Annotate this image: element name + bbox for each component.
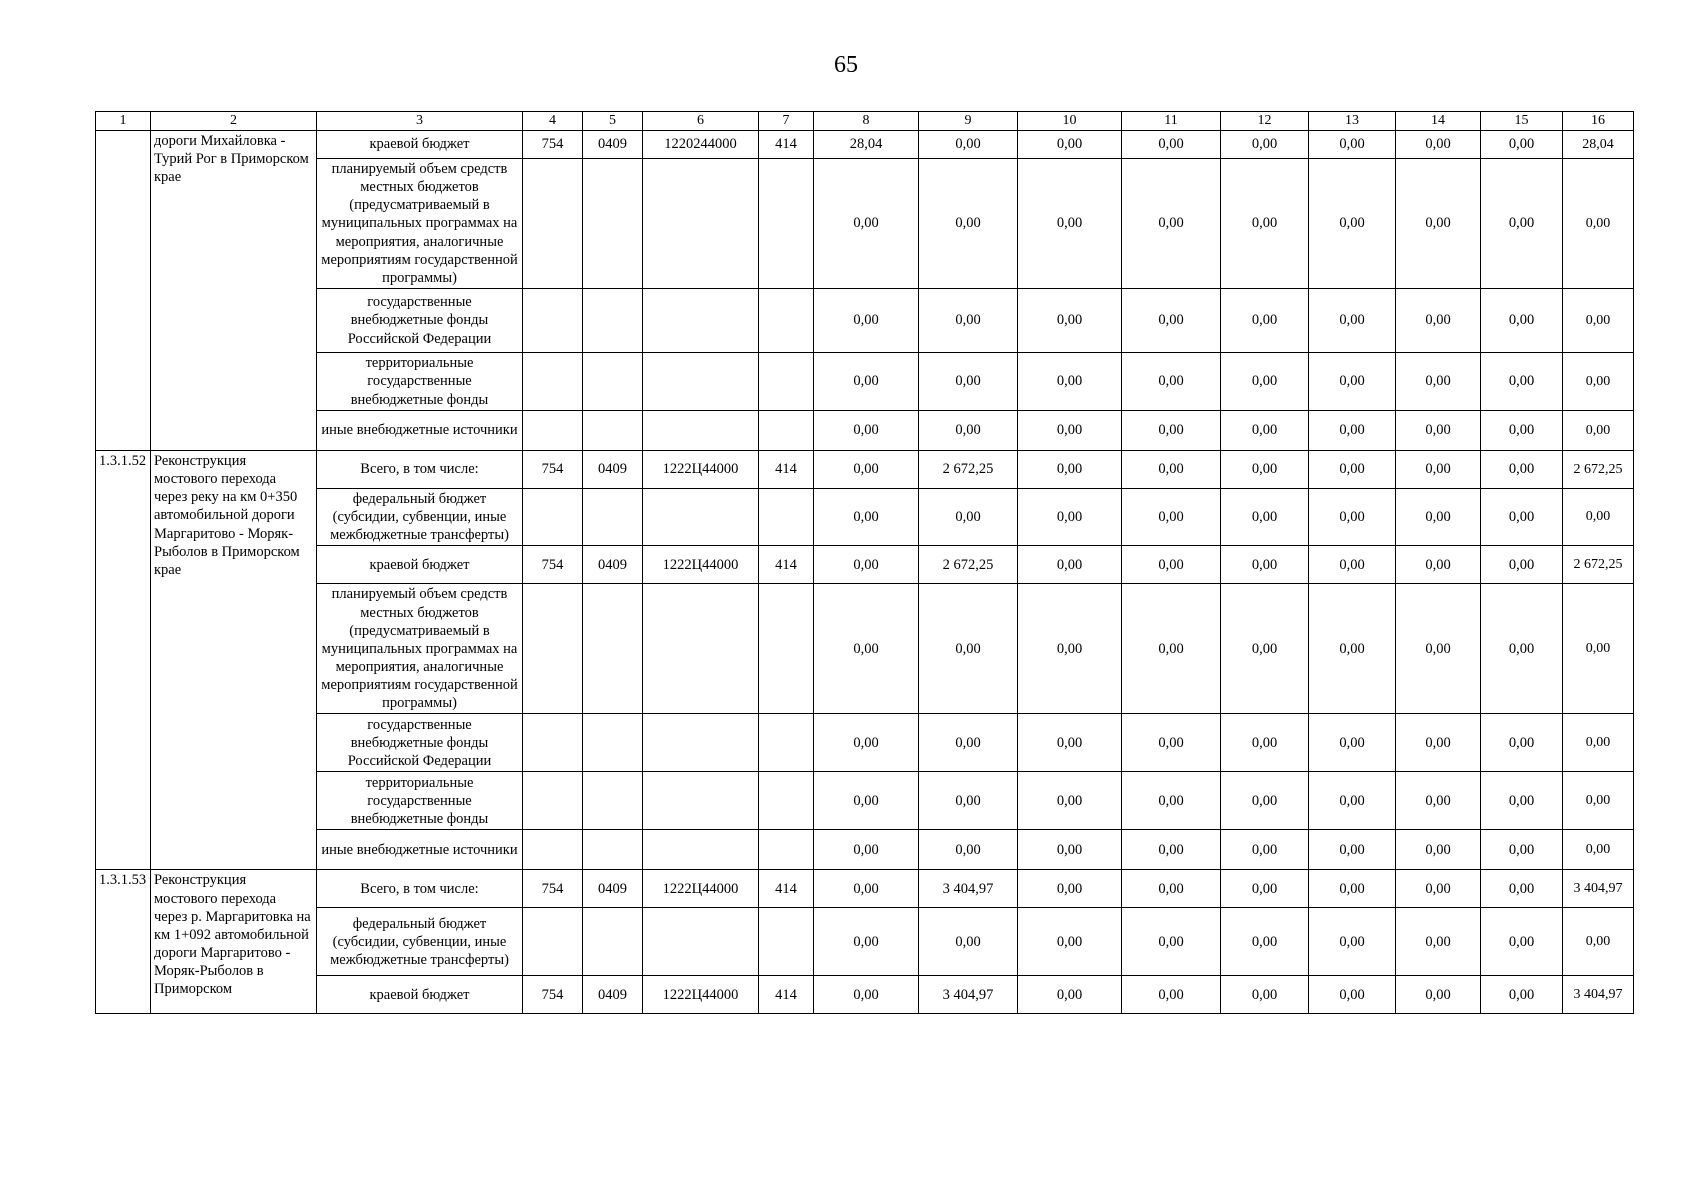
funding-source: краевой бюджет — [317, 131, 523, 159]
cell-value: 0,00 — [1122, 772, 1221, 830]
cell-value: 3 404,97 — [919, 870, 1018, 908]
cell-value: 0,00 — [1481, 159, 1563, 289]
cell-value: 0,00 — [814, 159, 919, 289]
cell-value: 0,00 — [1309, 908, 1396, 976]
item-code: 1.3.1.52 — [96, 451, 151, 870]
cell-col4 — [523, 772, 583, 830]
column-header: 3 — [317, 112, 523, 131]
cell-value: 0,00 — [1018, 584, 1122, 714]
cell-col5 — [583, 411, 643, 451]
table-body — [96, 112, 1634, 1014]
column-header: 6 — [643, 112, 759, 131]
cell-value: 0,00 — [1018, 870, 1122, 908]
cell-value: 0,00 — [1481, 584, 1563, 714]
cell-value: 2 672,25 — [919, 451, 1018, 489]
table-row — [96, 584, 1634, 714]
cell-value: 0,00 — [1309, 489, 1396, 546]
cell-col7 — [759, 830, 814, 870]
column-header: 1 — [96, 112, 151, 131]
cell-col4: 754 — [523, 976, 583, 1014]
cell-col6 — [643, 289, 759, 353]
cell-col4 — [523, 908, 583, 976]
cell-value: 0,00 — [1396, 908, 1481, 976]
cell-value: 0,00 — [1018, 131, 1122, 159]
cell-value: 0,00 — [1309, 131, 1396, 159]
cell-col5 — [583, 289, 643, 353]
cell-value: 0,00 — [919, 772, 1018, 830]
cell-value: 0,00 — [1396, 411, 1481, 451]
page-number: 65 — [834, 52, 858, 78]
cell-total: 0,00 — [1563, 489, 1634, 546]
cell-total: 0,00 — [1563, 908, 1634, 976]
column-header: 11 — [1122, 112, 1221, 131]
cell-value: 0,00 — [1309, 353, 1396, 411]
cell-value: 0,00 — [1018, 714, 1122, 772]
column-header: 5 — [583, 112, 643, 131]
cell-col6: 1222Ц44000 — [643, 870, 759, 908]
cell-value: 0,00 — [1481, 976, 1563, 1014]
cell-col7 — [759, 714, 814, 772]
column-header: 4 — [523, 112, 583, 131]
cell-value: 0,00 — [1481, 353, 1563, 411]
cell-value: 0,00 — [1122, 908, 1221, 976]
cell-value: 0,00 — [1396, 976, 1481, 1014]
cell-value: 0,00 — [1309, 772, 1396, 830]
cell-value: 0,00 — [1221, 870, 1309, 908]
cell-value: 0,00 — [1221, 830, 1309, 870]
column-header: 16 — [1563, 112, 1634, 131]
cell-value: 0,00 — [1018, 289, 1122, 353]
cell-value: 0,00 — [1309, 451, 1396, 489]
cell-value: 0,00 — [814, 411, 919, 451]
table-row — [96, 714, 1634, 772]
cell-col5: 0409 — [583, 451, 643, 489]
column-header: 14 — [1396, 112, 1481, 131]
cell-col5 — [583, 489, 643, 546]
table-row — [96, 159, 1634, 289]
table-row — [96, 908, 1634, 976]
cell-value: 0,00 — [814, 830, 919, 870]
cell-col7 — [759, 908, 814, 976]
cell-col5 — [583, 908, 643, 976]
cell-col4: 754 — [523, 451, 583, 489]
column-header: 10 — [1018, 112, 1122, 131]
cell-value: 2 672,25 — [919, 546, 1018, 584]
cell-value: 0,00 — [1481, 714, 1563, 772]
cell-value: 0,00 — [1396, 451, 1481, 489]
cell-col4 — [523, 584, 583, 714]
cell-col7 — [759, 353, 814, 411]
funding-source: планируемый объем средств местных бюджетов (предусматриваемый в муниципальных программах на мероприятия, аналогичные мероприятиям государственной программы) — [317, 159, 523, 289]
table-row — [96, 411, 1634, 451]
column-header: 12 — [1221, 112, 1309, 131]
cell-col4 — [523, 714, 583, 772]
cell-col5 — [583, 830, 643, 870]
cell-total: 0,00 — [1563, 411, 1634, 451]
cell-value: 0,00 — [1481, 772, 1563, 830]
item-name: Реконструкция мостового перехода через реку на км 0+350 автомобильной дороги Маргаритово - Моряк-Рыболов в Приморском крае — [151, 451, 317, 870]
cell-value: 0,00 — [1309, 411, 1396, 451]
cell-value: 0,00 — [919, 159, 1018, 289]
cell-value: 0,00 — [814, 870, 919, 908]
cell-value: 0,00 — [1122, 353, 1221, 411]
cell-value: 0,00 — [814, 489, 919, 546]
cell-value: 0,00 — [1122, 584, 1221, 714]
table-row — [96, 353, 1634, 411]
cell-col7 — [759, 772, 814, 830]
cell-col6: 1222Ц44000 — [643, 976, 759, 1014]
table-row — [96, 489, 1634, 546]
funding-source: территориальные государственные внебюджетные фонды — [317, 353, 523, 411]
funding-source: федеральный бюджет (субсидии, субвенции, иные межбюджетные трансферты) — [317, 908, 523, 976]
cell-value: 0,00 — [1481, 411, 1563, 451]
cell-value: 0,00 — [1481, 131, 1563, 159]
column-header: 13 — [1309, 112, 1396, 131]
cell-value: 0,00 — [1396, 489, 1481, 546]
cell-col5: 0409 — [583, 870, 643, 908]
cell-value: 0,00 — [919, 353, 1018, 411]
cell-total: 0,00 — [1563, 353, 1634, 411]
funding-source: федеральный бюджет (субсидии, субвенции, иные межбюджетные трансферты) — [317, 489, 523, 546]
cell-value: 0,00 — [1122, 489, 1221, 546]
column-header: 2 — [151, 112, 317, 131]
cell-value: 0,00 — [1122, 830, 1221, 870]
cell-value: 0,00 — [919, 908, 1018, 976]
cell-value: 0,00 — [1018, 546, 1122, 584]
table-row — [96, 451, 1634, 489]
cell-value: 0,00 — [1122, 976, 1221, 1014]
cell-value: 0,00 — [1396, 772, 1481, 830]
cell-col5 — [583, 159, 643, 289]
funding-source: Всего, в том числе: — [317, 451, 523, 489]
cell-value: 0,00 — [919, 289, 1018, 353]
cell-col4 — [523, 353, 583, 411]
cell-col4 — [523, 489, 583, 546]
cell-value: 0,00 — [1481, 546, 1563, 584]
cell-value: 0,00 — [1221, 353, 1309, 411]
cell-col5 — [583, 714, 643, 772]
cell-value: 0,00 — [919, 830, 1018, 870]
cell-value: 0,00 — [1221, 411, 1309, 451]
cell-col7 — [759, 159, 814, 289]
cell-value: 0,00 — [1481, 908, 1563, 976]
cell-value: 28,04 — [814, 131, 919, 159]
item-code — [96, 131, 151, 451]
cell-value: 0,00 — [1221, 131, 1309, 159]
cell-value: 0,00 — [1018, 830, 1122, 870]
cell-col4: 754 — [523, 870, 583, 908]
cell-value: 0,00 — [1396, 870, 1481, 908]
cell-col6: 1222Ц44000 — [643, 451, 759, 489]
cell-total: 0,00 — [1563, 830, 1634, 870]
item-name: Реконструкция мостового перехода через р. Маргаритовка на км 1+092 автомобильной дороги Маргаритово - Моряк-Рыболов в Приморском — [151, 870, 317, 1014]
cell-value: 0,00 — [1018, 451, 1122, 489]
cell-total: 0,00 — [1563, 289, 1634, 353]
cell-value: 0,00 — [1396, 131, 1481, 159]
cell-col7 — [759, 289, 814, 353]
cell-value: 0,00 — [1018, 772, 1122, 830]
cell-value: 0,00 — [1481, 830, 1563, 870]
cell-value: 0,00 — [1396, 546, 1481, 584]
cell-value: 0,00 — [1221, 489, 1309, 546]
table-row — [96, 772, 1634, 830]
cell-col5: 0409 — [583, 546, 643, 584]
funding-source: государственные внебюджетные фонды Российской Федерации — [317, 714, 523, 772]
cell-value: 0,00 — [1396, 714, 1481, 772]
cell-col6: 1222Ц44000 — [643, 546, 759, 584]
cell-value: 0,00 — [814, 976, 919, 1014]
cell-value: 0,00 — [1396, 159, 1481, 289]
cell-value: 0,00 — [919, 584, 1018, 714]
column-header: 9 — [919, 112, 1018, 131]
funding-source: территориальные государственные внебюджетные фонды — [317, 772, 523, 830]
cell-value: 0,00 — [814, 353, 919, 411]
cell-col5: 0409 — [583, 976, 643, 1014]
cell-total: 28,04 — [1563, 131, 1634, 159]
cell-col6 — [643, 584, 759, 714]
cell-col4 — [523, 830, 583, 870]
funding-source: Всего, в том числе: — [317, 870, 523, 908]
cell-value: 0,00 — [919, 489, 1018, 546]
cell-value: 0,00 — [1221, 546, 1309, 584]
cell-col7 — [759, 489, 814, 546]
cell-value: 0,00 — [1481, 289, 1563, 353]
cell-col6 — [643, 714, 759, 772]
cell-value: 0,00 — [1122, 714, 1221, 772]
funding-source: государственные внебюджетные фонды Российской Федерации — [317, 289, 523, 353]
cell-col6 — [643, 830, 759, 870]
cell-value: 0,00 — [814, 584, 919, 714]
cell-value: 0,00 — [814, 451, 919, 489]
cell-value: 0,00 — [1309, 159, 1396, 289]
cell-total: 3 404,97 — [1563, 870, 1634, 908]
funding-source: краевой бюджет — [317, 546, 523, 584]
cell-total: 0,00 — [1563, 714, 1634, 772]
cell-value: 0,00 — [1018, 908, 1122, 976]
budget-table — [95, 111, 1634, 1014]
cell-value: 0,00 — [814, 289, 919, 353]
cell-col4: 754 — [523, 131, 583, 159]
cell-col6 — [643, 159, 759, 289]
cell-value: 0,00 — [919, 131, 1018, 159]
column-header: 7 — [759, 112, 814, 131]
cell-value: 0,00 — [1122, 451, 1221, 489]
funding-source: иные внебюджетные источники — [317, 411, 523, 451]
cell-col7: 414 — [759, 870, 814, 908]
cell-total: 2 672,25 — [1563, 546, 1634, 584]
cell-value: 0,00 — [1396, 289, 1481, 353]
cell-col5 — [583, 772, 643, 830]
cell-value: 0,00 — [1221, 584, 1309, 714]
cell-value: 0,00 — [1309, 546, 1396, 584]
cell-value: 0,00 — [1309, 870, 1396, 908]
cell-col6 — [643, 908, 759, 976]
cell-total: 2 672,25 — [1563, 451, 1634, 489]
cell-value: 0,00 — [1221, 714, 1309, 772]
column-header: 15 — [1481, 112, 1563, 131]
cell-value: 0,00 — [1018, 411, 1122, 451]
cell-col5: 0409 — [583, 131, 643, 159]
cell-value: 0,00 — [1221, 159, 1309, 289]
cell-col7 — [759, 584, 814, 714]
cell-col7 — [759, 411, 814, 451]
cell-total: 0,00 — [1563, 584, 1634, 714]
cell-col6 — [643, 353, 759, 411]
cell-value: 3 404,97 — [919, 976, 1018, 1014]
cell-value: 0,00 — [1309, 976, 1396, 1014]
table-row — [96, 830, 1634, 870]
cell-value: 0,00 — [1122, 870, 1221, 908]
cell-total: 0,00 — [1563, 159, 1634, 289]
cell-value: 0,00 — [1221, 451, 1309, 489]
item-name: дороги Михайловка - Турий Рог в Приморском крае — [151, 131, 317, 451]
cell-value: 0,00 — [1396, 584, 1481, 714]
cell-col7: 414 — [759, 451, 814, 489]
cell-col5 — [583, 584, 643, 714]
cell-value: 0,00 — [1396, 353, 1481, 411]
cell-value: 0,00 — [919, 411, 1018, 451]
table-row — [96, 546, 1634, 584]
cell-value: 0,00 — [1481, 451, 1563, 489]
funding-source: планируемый объем средств местных бюджетов (предусматриваемый в муниципальных программах на мероприятия, аналогичные мероприятиям государственной программы) — [317, 584, 523, 714]
cell-value: 0,00 — [1221, 976, 1309, 1014]
cell-value: 0,00 — [1122, 159, 1221, 289]
cell-total: 0,00 — [1563, 772, 1634, 830]
cell-value: 0,00 — [1481, 489, 1563, 546]
cell-value: 0,00 — [1309, 289, 1396, 353]
cell-value: 0,00 — [1481, 870, 1563, 908]
cell-col7: 414 — [759, 546, 814, 584]
cell-value: 0,00 — [1221, 772, 1309, 830]
cell-value: 0,00 — [814, 714, 919, 772]
cell-value: 0,00 — [1122, 289, 1221, 353]
cell-col4 — [523, 289, 583, 353]
table-row — [96, 289, 1634, 353]
cell-col4 — [523, 159, 583, 289]
cell-value: 0,00 — [1018, 353, 1122, 411]
cell-col6: 1220244000 — [643, 131, 759, 159]
cell-value: 0,00 — [814, 772, 919, 830]
cell-col7: 414 — [759, 976, 814, 1014]
column-header: 8 — [814, 112, 919, 131]
table-row — [96, 976, 1634, 1014]
cell-value: 0,00 — [1309, 714, 1396, 772]
cell-value: 0,00 — [1221, 289, 1309, 353]
cell-value: 0,00 — [1122, 411, 1221, 451]
cell-total: 3 404,97 — [1563, 976, 1634, 1014]
funding-source: краевой бюджет — [317, 976, 523, 1014]
header-row — [96, 112, 1634, 131]
cell-col6 — [643, 489, 759, 546]
cell-col6 — [643, 772, 759, 830]
cell-value: 0,00 — [1018, 159, 1122, 289]
cell-value: 0,00 — [1396, 830, 1481, 870]
cell-value: 0,00 — [1309, 584, 1396, 714]
cell-value: 0,00 — [1122, 546, 1221, 584]
item-code: 1.3.1.53 — [96, 870, 151, 1014]
cell-value: 0,00 — [1122, 131, 1221, 159]
cell-value: 0,00 — [1018, 976, 1122, 1014]
cell-value: 0,00 — [1221, 908, 1309, 976]
table-row — [96, 131, 1634, 159]
cell-value: 0,00 — [814, 908, 919, 976]
cell-value: 0,00 — [919, 714, 1018, 772]
table-row — [96, 870, 1634, 908]
cell-col5 — [583, 353, 643, 411]
cell-value: 0,00 — [814, 546, 919, 584]
cell-col4 — [523, 411, 583, 451]
cell-col7: 414 — [759, 131, 814, 159]
cell-col4: 754 — [523, 546, 583, 584]
funding-source: иные внебюджетные источники — [317, 830, 523, 870]
cell-col6 — [643, 411, 759, 451]
cell-value: 0,00 — [1018, 489, 1122, 546]
cell-value: 0,00 — [1309, 830, 1396, 870]
